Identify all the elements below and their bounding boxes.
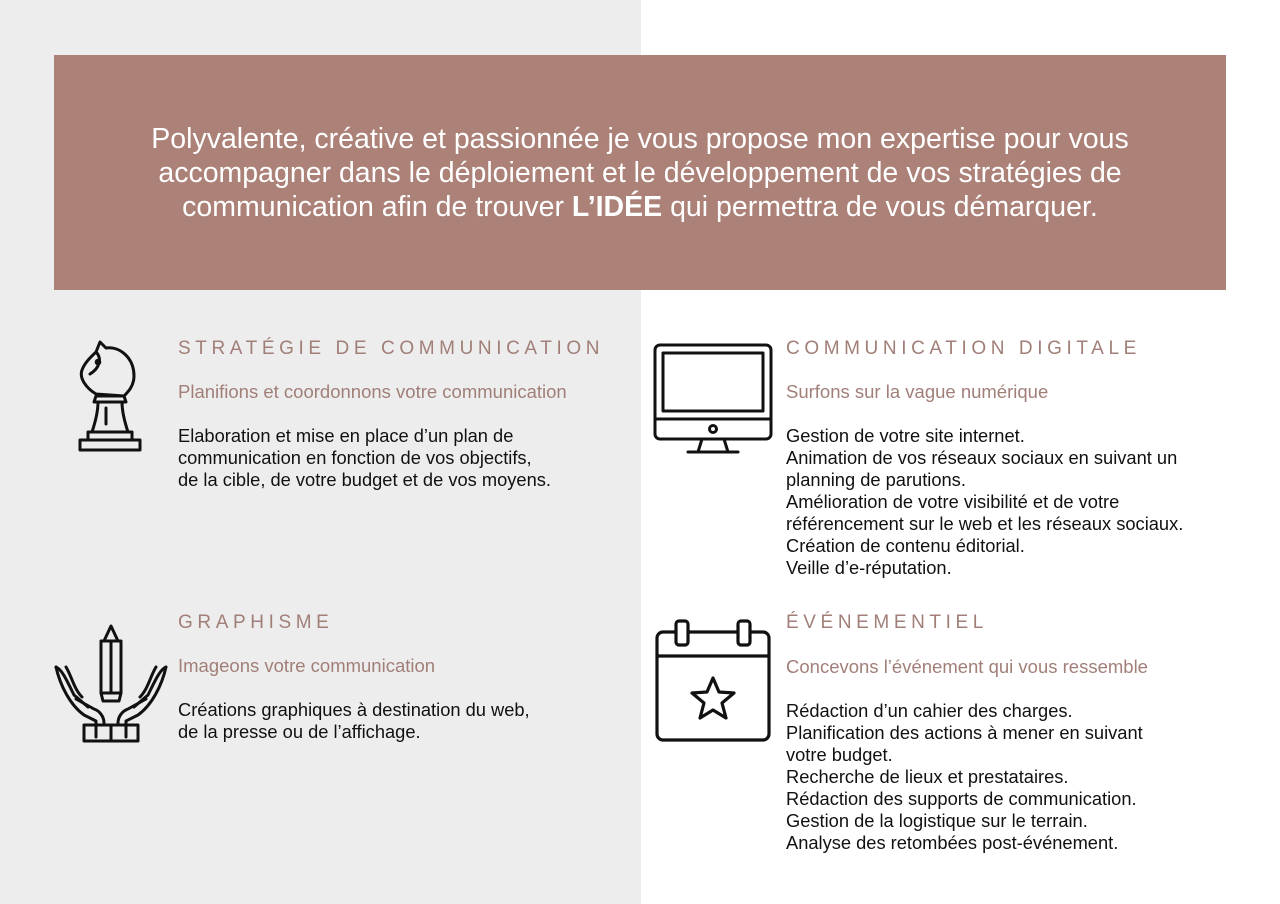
- section-subtitle: Planifions et coordonnons votre communication: [178, 381, 567, 402]
- intro-text-start: Polyvalente, créative et passionnée je vous propose mon expertise pour vous accompagner dans le déploiement et le développement de vos stratégies de communication afin de trouver: [151, 122, 1129, 223]
- chess-knight-icon: [76, 338, 144, 456]
- section-body: Gestion de votre site internet. Animation de vos réseaux sociaux en suivant un planning de parutions. Amélioration de votre visibilité et de votre référencement sur le web et les réseaux sociaux. Création de contenu éditorial. Veille d’e-réputation.: [786, 425, 1184, 578]
- calendar-star-icon: [654, 618, 772, 744]
- section-title: GRAPHISME: [178, 612, 334, 633]
- monitor-icon: [652, 342, 774, 458]
- section-title: COMMUNICATION DIGITALE: [786, 338, 1141, 359]
- intro-text: [94, 122, 1186, 224]
- intro-highlight: L’IDÉE: [571, 190, 663, 223]
- section-subtitle: Surfons sur la vague numérique: [786, 381, 1049, 402]
- section-subtitle: Imageons votre communication: [178, 655, 436, 676]
- section-body: Créations graphiques à destination du web, de la presse ou de l’affichage.: [178, 699, 530, 742]
- pencil-hands-icon: [52, 623, 170, 745]
- section-body: Rédaction d’un cahier des charges. Planification des actions à mener en suivant votre budget. Recherche de lieux et prestataires. Rédaction des supports de communication. Gestion de la logistique sur le terrain. Analyse des retombées post-événement.: [786, 700, 1143, 853]
- intro-banner: [54, 55, 1226, 290]
- section-title: STRATÉGIE DE COMMUNICATION: [178, 338, 605, 359]
- section-subtitle: Concevons l’événement qui vous ressemble: [786, 656, 1148, 677]
- section-title: ÉVÉNEMENTIEL: [786, 612, 988, 633]
- intro-text-end: qui permettra de vous démarquer.: [662, 190, 1098, 223]
- section-body: Elaboration et mise en place d’un plan de communication en fonction de vos objectifs, de la cible, de votre budget et de vos moyens.: [178, 425, 551, 490]
